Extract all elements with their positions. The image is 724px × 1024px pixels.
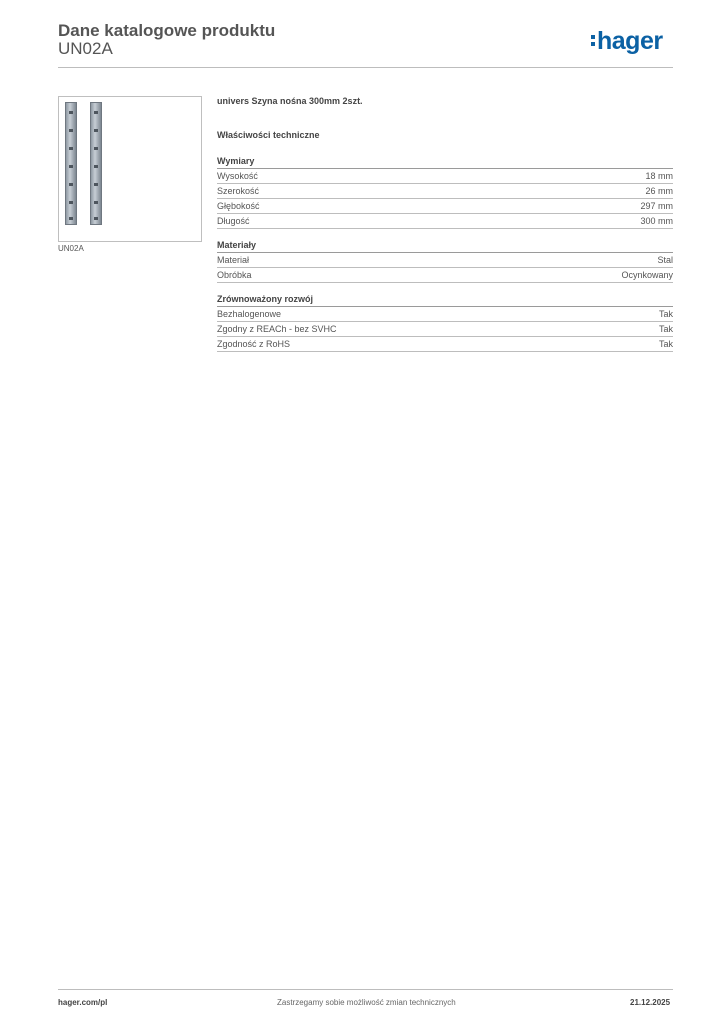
mounting-rail-left-image bbox=[65, 102, 77, 225]
spec-label: Długość bbox=[217, 216, 250, 226]
product-code: UN02A bbox=[58, 39, 113, 58]
spec-label: Wysokość bbox=[217, 171, 258, 181]
section-sustainability bbox=[217, 293, 673, 352]
hager-logo bbox=[591, 27, 663, 57]
mounting-rail-right-image bbox=[90, 102, 102, 225]
spec-value: Tak bbox=[658, 324, 673, 334]
spec-row bbox=[217, 337, 673, 352]
footer-notice: Zastrzegamy sobie możliwość zmian technicznych bbox=[277, 998, 456, 1007]
section-title: Zrównoważony rozwój bbox=[217, 293, 673, 307]
section-title: Wymiary bbox=[217, 155, 673, 169]
spec-value: 297 mm bbox=[640, 201, 673, 211]
spec-value: Ocynkowany bbox=[621, 270, 673, 280]
spec-label: Zgodność z RoHS bbox=[217, 339, 291, 349]
spec-value: 26 mm bbox=[645, 186, 673, 196]
spec-row bbox=[217, 307, 673, 322]
image-caption: UN02A bbox=[58, 244, 84, 253]
spec-value: Tak bbox=[658, 309, 673, 319]
footer-divider bbox=[58, 989, 673, 990]
spec-row bbox=[217, 199, 673, 214]
section-title: Materiały bbox=[217, 239, 673, 253]
spec-value: 300 mm bbox=[640, 216, 673, 226]
spec-row bbox=[217, 268, 673, 283]
footer-website-link[interactable]: hager.com/pl bbox=[58, 998, 108, 1007]
spec-label: Bezhalogenowe bbox=[217, 309, 282, 319]
spec-label: Zgodny z REACh - bez SVHC bbox=[217, 324, 337, 334]
spec-value: 18 mm bbox=[645, 171, 673, 181]
header-divider bbox=[58, 67, 673, 68]
logo-mark-icon bbox=[591, 35, 595, 49]
spec-row bbox=[217, 184, 673, 199]
product-details bbox=[217, 96, 673, 362]
tech-properties-heading: Właściwości techniczne bbox=[217, 130, 320, 140]
spec-label: Obróbka bbox=[217, 270, 252, 280]
section-dimensions bbox=[217, 155, 673, 229]
spec-value: Stal bbox=[657, 255, 673, 265]
product-name: univers Szyna nośna 300mm 2szt. bbox=[217, 96, 363, 106]
section-materials bbox=[217, 239, 673, 283]
spec-value: Tak bbox=[658, 339, 673, 349]
spec-row bbox=[217, 322, 673, 337]
spec-row bbox=[217, 214, 673, 229]
spec-row bbox=[217, 253, 673, 268]
spec-label: Szerokość bbox=[217, 186, 260, 196]
spec-label: Głębokość bbox=[217, 201, 260, 211]
spec-row bbox=[217, 169, 673, 184]
spec-label: Materiał bbox=[217, 255, 250, 265]
logo-text: hager bbox=[597, 27, 663, 55]
product-image bbox=[58, 96, 202, 242]
footer-date: 21.12.2025 bbox=[630, 998, 671, 1007]
page-title: Dane katalogowe produktu bbox=[58, 21, 276, 40]
